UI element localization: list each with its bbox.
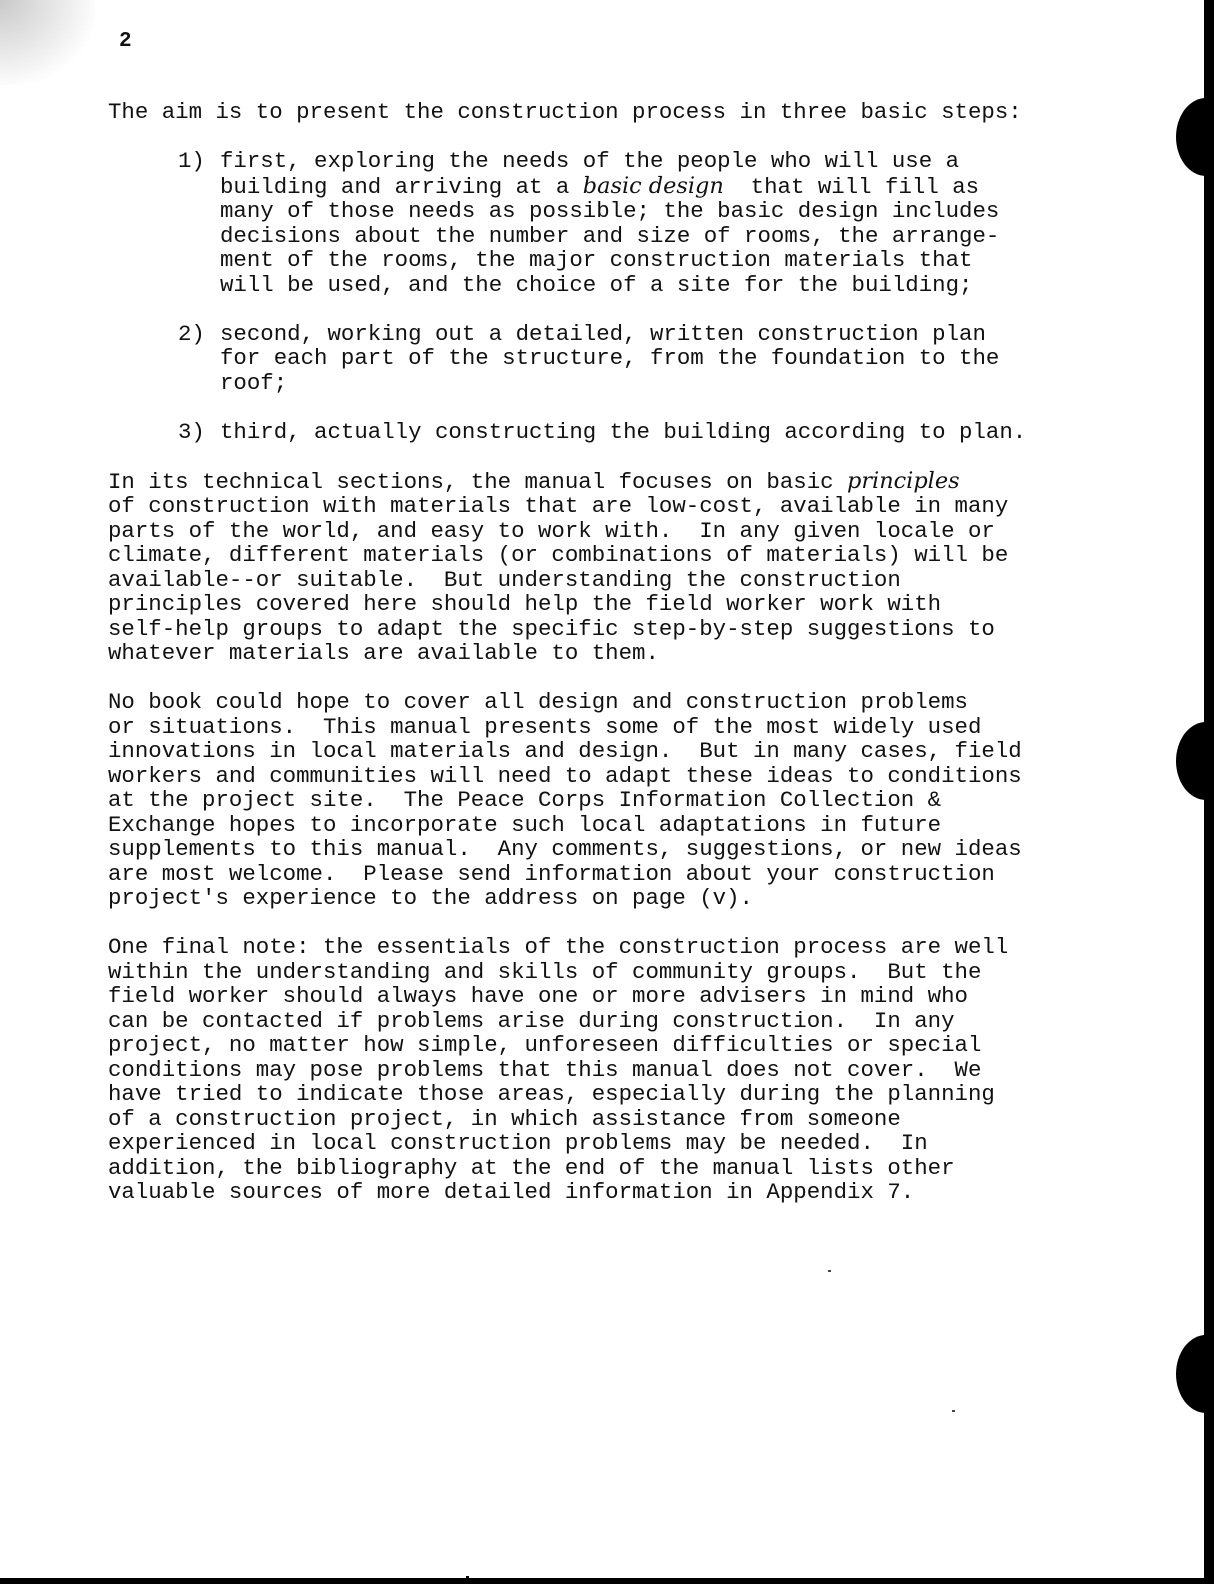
text-line: experienced in local construction problems may be needed. In	[108, 1130, 928, 1156]
scan-edge-right	[1204, 0, 1214, 1584]
text-line: third, actually constructing the building according to plan.	[220, 418, 1027, 445]
text-line: or situations. This manual presents some of the most widely used	[108, 713, 982, 740]
text-line: parts of the world, and easy to work with. In any given locale or	[108, 517, 995, 544]
italic-term: principles	[847, 467, 960, 494]
step-item-1	[108, 149, 1088, 297]
text-line: of construction with materials that are low-cost, available in many	[108, 493, 1009, 519]
final-note-paragraph	[108, 935, 1088, 1205]
text-run: In its technical sections, the manual focuses on basic	[108, 468, 848, 495]
no-book-paragraph	[108, 690, 1088, 911]
technical-paragraph	[108, 469, 1088, 666]
text-line: available--or suitable. But understanding the construction	[108, 566, 901, 593]
text-line: many of those needs as possible; the basic design includes	[220, 198, 1000, 224]
scan-speck	[466, 1576, 469, 1584]
scan-edge-bottom	[0, 1578, 1214, 1584]
text-line: conditions may pose problems that this manual does not cover. We	[108, 1056, 982, 1083]
text-line	[220, 174, 1088, 200]
step-number: 1)	[178, 148, 205, 174]
text-line: supplements to this manual. Any comments, suggestions, or new ideas	[108, 836, 1022, 862]
step-item-2	[108, 322, 1088, 396]
text-line: can be contacted if problems arise during construction. In any	[108, 1007, 955, 1034]
text-line: field worker should always have one or more advisers in mind who	[108, 983, 968, 1009]
text-line: for each part of the structure, from the foundation to the	[220, 345, 1000, 371]
text-run: building and arriving at a	[220, 173, 583, 200]
text-line: at the project site. The Peace Corps Information Collection &	[108, 787, 942, 813]
text-line: self-help groups to adapt the specific step-by-step suggestions to	[108, 615, 995, 642]
text-line: valuable sources of more detailed information in Appendix 7.	[108, 1179, 915, 1205]
text-line: No book could hope to cover all design and construction problems	[108, 689, 968, 715]
intro-paragraph	[108, 100, 1088, 125]
text-run: that will fill as	[723, 173, 980, 200]
text-line: workers and communities will need to adapt these ideas to conditions	[108, 762, 1022, 789]
text-line: principles covered here should help the field worker work with	[108, 591, 942, 617]
page-number: 2	[119, 30, 132, 53]
text-line: project, no matter how simple, unforeseen difficulties or special	[108, 1032, 982, 1058]
text-line: addition, the bibliography at the end of the manual lists other	[108, 1154, 955, 1181]
step-number: 3)	[178, 418, 205, 445]
scan-shadow	[0, 0, 95, 85]
text-line: within the understanding and skills of community groups. But the	[108, 958, 982, 985]
text-line: decisions about the number and size of rooms, the arrange-	[220, 222, 1000, 249]
italic-term: basic design	[582, 172, 724, 199]
step-number: 2)	[178, 320, 205, 347]
scan-speck	[952, 1410, 955, 1412]
text-line: are most welcome. Please send information about your construction	[108, 860, 995, 887]
step-item-3	[108, 420, 1088, 445]
text-line: innovations in local materials and design. But in many cases, field	[108, 738, 1022, 764]
scan-speck	[828, 1270, 831, 1272]
text-line: ment of the rooms, the major construction materials that	[220, 247, 973, 273]
text-line: Exchange hopes to incorporate such local adaptations in future	[108, 811, 942, 838]
document-body	[108, 100, 1088, 1229]
text-line: One final note: the essentials of the construction process are well	[108, 934, 1009, 960]
text-line: roof;	[220, 369, 288, 396]
text-line: have tried to indicate those areas, especially during the planning	[108, 1081, 995, 1107]
text-line: The aim is to present the construction process in three basic steps:	[108, 99, 1022, 125]
text-line	[108, 469, 1088, 495]
text-line: project's experience to the address on page (v).	[108, 885, 753, 911]
text-line: whatever materials are available to them.	[108, 640, 659, 666]
steps-list	[108, 149, 1088, 444]
text-line: climate, different materials (or combinations of materials) will be	[108, 542, 1009, 568]
text-line: second, working out a detailed, written construction plan	[220, 320, 986, 347]
text-line: will be used, and the choice of a site for the building;	[220, 271, 973, 298]
text-line: first, exploring the needs of the people who will use a	[220, 148, 960, 174]
text-line: of a construction project, in which assistance from someone	[108, 1105, 901, 1132]
